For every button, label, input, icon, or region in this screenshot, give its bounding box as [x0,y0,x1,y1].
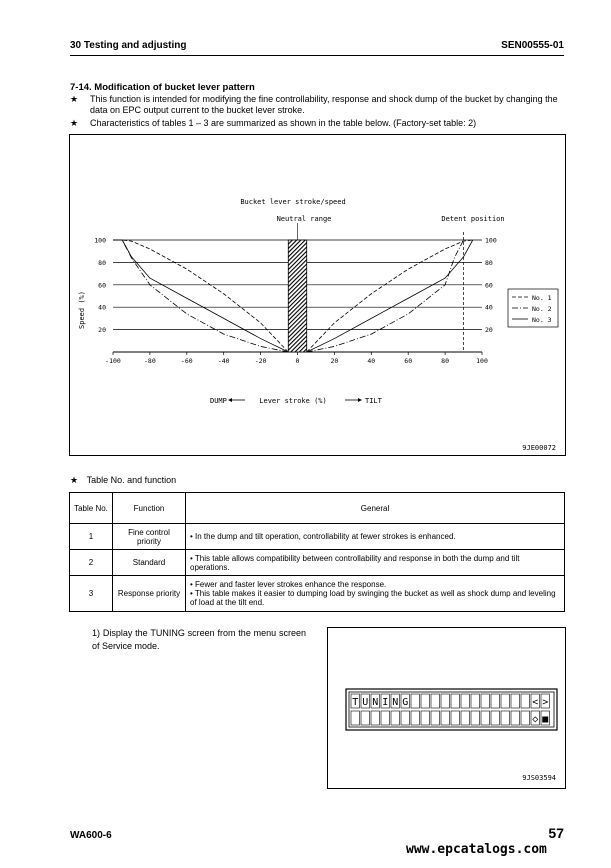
lcd-cell [381,711,390,725]
note-2-text: Characteristics of tables 1 – 3 are summarized as shown in the table below. (Factory-set table: 2) [90,118,477,128]
lcd-cell [501,711,510,725]
section-title: 7-14. Modification of bucket lever pattern [70,82,255,93]
lcd-cell [481,711,490,725]
row-general: • This table allows compatibility between controllability and response in both the dump and tilt operations. [186,550,565,576]
lcd-display [328,628,565,788]
lcd-cell [511,711,520,725]
row-function: Response priority [113,576,186,612]
lcd-cell [501,694,510,708]
row-no: 3 [70,576,113,612]
lcd-char: U [362,697,369,708]
x-tick-label: -100 [105,357,121,365]
lcd-cell [431,694,440,708]
table-row [70,524,565,550]
row-general: • In the dump and tilt operation, controllability at fewer strokes is enhanced. [186,524,565,550]
general-item: This table allows compatibility between controllability and response in both the dump and tilt operations. [190,553,520,572]
x-tick-label: 80 [441,357,450,365]
lcd-cell [351,711,360,725]
lcd-char: N [372,697,379,708]
series-line-1-tilt [307,240,473,352]
table-row [70,576,565,612]
y-tick-label-right: 60 [485,281,493,290]
col-header-function: Function [113,493,186,524]
lcd-cell [391,711,400,725]
lcd-char: ■ [542,714,549,725]
header-doc-id: SEN00555-01 [501,40,564,51]
general-item: Fewer and faster lever strokes enhance the response. [195,580,387,589]
y-tick-label-left: 20 [98,326,106,335]
star-icon: ★ [70,475,79,485]
legend-label: No. 2 [532,305,552,313]
row-function: Fine control priority [113,524,186,550]
lcd-cell [371,711,380,725]
page-number: 57 [548,825,564,841]
screen-id: 9JS03594 [522,774,556,782]
x-tick-label: -40 [217,357,230,365]
lcd-cell [521,694,530,708]
lcd-cell [491,694,500,708]
lcd-char: T [352,697,359,708]
y-axis-label: Speed (%) [78,291,86,329]
note-1 [70,94,564,116]
series-line-2-dump [122,240,288,352]
dump-arrowhead-icon [228,398,232,402]
neutral-range-bar [288,240,306,352]
chart-legend [508,289,558,327]
lcd-char: N [392,697,399,708]
x-tick-label: 60 [404,357,413,365]
figure-id: 9JE00072 [522,444,556,452]
col-header-general: General [186,493,565,524]
series-line-2-tilt [307,240,464,352]
lcd-cell [431,711,440,725]
x-tick-label: -20 [254,357,267,365]
lcd-cell [451,711,460,725]
x-tick-label: -60 [180,357,193,365]
lcd-cell [401,711,410,725]
lcd-cell [471,711,480,725]
y-tick-label-right: 100 [485,236,497,245]
page-footer [70,825,564,841]
series-line-1-dump [122,240,288,352]
lcd-char: G [402,697,409,708]
tuning-screen-figure [327,627,566,789]
x-tick-label: 40 [367,357,376,365]
x-tick-label: 0 [295,357,300,365]
lcd-cell [481,694,490,708]
header-rule [70,55,564,56]
function-table [69,492,565,612]
dump-label: DUMP [210,397,227,405]
table-header-row [70,493,565,524]
detent-label: Detent position [441,215,505,223]
neutral-range-rect [288,240,306,352]
star-icon: ★ [70,118,79,128]
row-no: 1 [70,524,113,550]
x-axis-label: Lever stroke (%) [259,397,327,405]
note-1-text: This function is intended for modifying the fine controllability, response and shock dump of the bucket by changing the data on EPC output current to the bucket lever stroke. [90,94,558,115]
stroke-speed-chart [70,135,565,455]
lcd-cell [411,711,420,725]
neutral-label: Neutral range [276,215,332,223]
footer-model: WA600-6 [70,830,112,841]
legend-label: No. 1 [532,294,552,302]
x-tick-label: 100 [476,357,488,365]
table-row [70,550,565,576]
series-line-3-dump [122,240,288,352]
lcd-cell [441,694,450,708]
header-section: 30 Testing and adjusting [70,40,187,51]
legend-label: No. 3 [532,316,552,324]
x-tick-label: 20 [330,357,339,365]
lcd-char: I [382,697,389,708]
lcd-cell [491,711,500,725]
lcd-cell [421,711,430,725]
table-heading [70,475,176,486]
general-item: This table makes it easier to dumping load by swinging the bucket as well as shock dump and leveling of load at the tilt end. [190,589,556,607]
lcd-cell [461,711,470,725]
series-line-3-tilt [307,240,473,352]
step-1: 1) Display the TUNING screen from the menu screen of Service mode. [92,628,306,651]
col-header-no: Table No. [70,493,113,524]
chart-title: Bucket lever stroke/speed [240,198,346,206]
lcd-cell [421,694,430,708]
table-heading-text: Table No. and function [86,475,177,485]
tilt-label: TILT [365,397,382,405]
lcd-cell [361,711,370,725]
lcd-char: < [532,697,539,708]
x-tick-label: -80 [144,357,156,365]
row-no: 2 [70,550,113,576]
lcd-char: ◇ [532,714,539,725]
y-tick-label-right: 20 [485,326,493,335]
row-general: • Fewer and faster lever strokes enhance the response. • This table makes it easier to dumping load by swinging the bucket as well as shock dump and leveling of load at the tilt end. [186,576,565,612]
lcd-cell [411,694,420,708]
lcd-cell [441,711,450,725]
general-item: In the dump and tilt operation, controllability at fewer strokes is enhanced. [195,532,456,541]
y-tick-label-right: 40 [485,303,493,312]
chart-frame [69,134,566,456]
lcd-cell [471,694,480,708]
y-tick-label-left: 100 [94,236,106,245]
note-2 [70,118,564,129]
lcd-char: > [542,697,549,708]
star-icon: ★ [70,94,79,104]
page-header [70,40,564,51]
lcd-cell [511,694,520,708]
lcd-cell [521,711,530,725]
tilt-arrowhead-icon [358,398,362,402]
row-function: Standard [113,550,186,576]
watermark: www.epcatalogs.com [406,842,547,857]
lcd-cell [461,694,470,708]
y-tick-label-left: 40 [98,303,106,312]
y-tick-label-left: 80 [98,258,106,267]
lcd-cell [451,694,460,708]
y-tick-label-left: 60 [98,281,106,290]
y-tick-label-right: 80 [485,258,493,267]
